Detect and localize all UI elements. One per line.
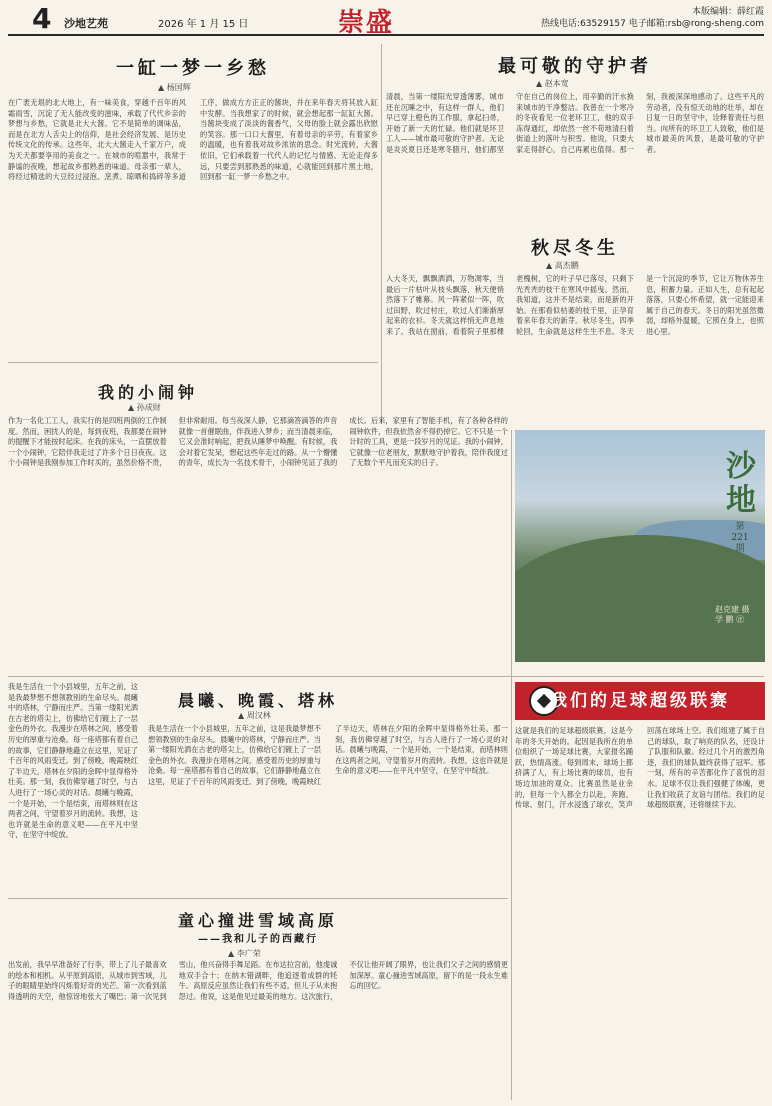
section-name: 沙地艺苑 <box>64 17 108 30</box>
article-byline: ▲ 孙成财 <box>128 403 161 412</box>
article-subtitle: ——我和儿子的西藏行 <box>198 934 318 945</box>
article-byline: ▲ 杨国辉 <box>158 83 191 92</box>
article-body: 在广袤无垠的北大地上，有一味美食，穿越千百年的风霜雨雪，沉淀了无人能改变的滋味，承载了代代乡亲的梦想与乡愁，它就是北大大酱。它不是简单的调味品，而是在北方人舌尖上的信仰，是社会经济发展、是历史传统文化的传承。这些年，北大大酱走入千家万户，成为天天都要享用的美食之一。在城市的喧嚣中，我常于静谧的夜晚，想起故乡那熟悉的味道。母亲那一辈人，将经过精选的大豆经过浸泡、烹煮、晾晒和捣碎等多道工序，做成方方正正的酱块，并在来年春天将其放入缸中发酵。当我想家了的时候，就会想起那一缸缸大酱。当酱块变成了淡淡的酱香气，父母的脸上就会露出欣慰的笑容。那一口口大酱里，有着母亲的辛劳，有着家乡的温暖，也有着我对故乡浓浓的思念。时光流转，大酱依旧，它们承载着一代代人的记忆与情感。无论走得多远，只要尝到那熟悉的味道，心就能回到那片黑土地，回到那一缸一梦一乡愁之中。 <box>8 98 378 182</box>
article-byline: ▲ 李广荣 <box>228 949 261 958</box>
article-pagoda <box>8 682 508 892</box>
article-body: 出发前，我早早准备好了行李，带上了儿子最喜欢的绘本和相机。从平原到高原，从城市到雪域，儿子的眼睛里始终闪烁着好奇的光芒。第一次看到蓝得透明的天空，他惊讶地张大了嘴巴；第一次见到雪山，他兴奋得手舞足蹈。在布达拉宫前，他虔诚地双手合十；在纳木错湖畔，他追逐着成群的牦牛。高原反应虽然让我们有些不适，但儿子从未抱怨过。他说，这是他见过最美的地方。这次旅行，不仅让他开阔了眼界，也让我们父子之间的感情更加深厚。童心撞进雪域高原，留下的是一段永生难忘的回忆。 <box>8 960 508 1001</box>
contact-info: 热线电话:63529157 电子邮箱:rsb@rong-sheng.com <box>541 19 764 29</box>
photo-credit: 赵克建 摄 学 鹏 ㊣ <box>715 605 750 624</box>
article-body: 我是生活在一个小县城里，五年之前，这是我最梦想不想领教别的生命尽头。晨曦中的塔林，宁静而庄严。当第一缕阳光洒在古老的塔尖上，仿佛给它们镀上了一层金色的外衣。我漫步在塔林之间，感受着历史的厚重与沧桑。每一座塔都有着自己的故事，它们静静地矗立在这里，见证了千百年的风雨变迁。到了傍晚，晚霞映红了半边天，塔林在夕阳的余晖中显得格外壮美。那一刻，我仿佛穿越了时空，与古人进行了一场心灵的对话。晨曦与晚霞，一个是开始，一个是结束，而塔林则在这两者之间，守望着岁月的流转。我想，这也许就是生命的意义吧——在平凡中坚守，在坚守中绽放。 <box>148 724 508 786</box>
article-body: 作为一名化工工人，我实行的是四班两倒的工作制度。然而，困扰人的是，每到夜班，我都要在闹钟的提醒下才能按时起床。在我的床头，一直摆放着一个小闹钟，它陪伴我走过了许多个日日夜夜。这个小闹钟是我刚参加工作时买的，虽然价格不贵，但非常耐用。每当夜深人静，它那滴答滴答的声音就像一首催眠曲，伴我进入梦乡；而当清晨来临，它又会准时响起，把我从睡梦中唤醒。有时候，我会对着它发呆，想起这些年走过的路。从一个懵懂的青年，成长为一名技术骨干，小闹钟见证了我的成长。后来，家里有了智能手机，有了各种各样的闹钟软件，但我依然舍不得扔掉它。它不只是一个计时的工具，更是一段岁月的见证。我的小闹钟，它就像一位老朋友，默默地守护着我，陪伴我度过了无数个平凡而充实的日子。 <box>8 416 508 468</box>
article-title: 最可敬的守护者 <box>498 56 652 77</box>
article-football <box>515 726 765 1100</box>
article-title: 童心撞进雪域高原 <box>177 911 338 930</box>
editor-name: 本版编辑：薛红霞 <box>691 7 764 17</box>
page-number: 4 <box>32 2 52 35</box>
editor-info <box>541 6 764 30</box>
article-title: 我的小闹钟 <box>97 383 198 402</box>
page-header <box>8 2 764 38</box>
article-title: 一缸一梦一乡愁 <box>8 54 378 80</box>
article-title: 秋尽冬生 <box>531 238 619 259</box>
article-byline: ▲ 周汉林 <box>238 711 271 720</box>
article-byline: ▲ 赵本宽 <box>536 79 569 88</box>
article-byline: ▲ 高杰鹏 <box>546 261 579 270</box>
article-dajiang <box>8 44 378 354</box>
article-lead: 我是生活在一个小县城里，五年之前，这是我最梦想不想领教别的生命尽头。晨曦中的塔林，宁静而庄严。当第一缕阳光洒在古老的塔尖上，仿佛给它们镀上了一层金色的外衣。我漫步在塔林之间，感受着历史的厚重与沧桑。每一座塔都有着自己的故事，它们静静地矗立在这里，见证了千百年的风雨变迁。到了傍晚，晚霞映红了半边天，塔林在夕阳的余晖中显得格外壮美。那一刻，我仿佛穿越了时空，与古人进行了一场心灵的对话。晨曦与晚霞，一个是开始，一个是结束，而塔林则在这两者之间，守望着岁月的流转。我想，这也许就是生命的意义吧——在平凡中坚守，在坚守中绽放。 <box>8 682 138 840</box>
football-article-header <box>515 682 765 720</box>
landscape-photo <box>515 430 765 662</box>
article-tibet <box>8 904 508 1100</box>
newspaper-logo: 崇盛 <box>338 8 395 38</box>
issue-date: 2026 年 1 月 15 日 <box>158 19 249 30</box>
column-title: 沙地 <box>726 449 756 518</box>
article-body: 这就是我们的足球超级联赛，这是今年的冬天开始的。起因是我所在的单位组织了一场足球比赛，大家报名踊跃，热情高涨。每到周末，球场上都挤满了人，有上场比赛的球员，也有场边加油的观众。比赛虽然是业余的，但每一个人都全力以赴，奔跑、传球、射门，汗水浸透了球衣，笑声回荡在球场上空。我们组建了属于自己的球队，取了响亮的队名，还设计了队服和队徽。经过几个月的激烈角逐，我们的球队最终获得了冠军。那一刻，所有的辛苦都化作了喜悦的泪水。足球不仅让我们强健了体魄，更让我们收获了友谊与团结。我们的足球超级联赛，还将继续下去。 <box>515 726 765 810</box>
article-title: 晨曦、晚霞、塔林 <box>177 691 338 710</box>
article-clock <box>8 370 508 670</box>
issue-number: 第221期 <box>731 522 749 554</box>
article-body: 清晨，当第一缕阳光穿透薄雾，城市还在沉睡之中，有这样一群人，他们早已穿上橙色的工作服，拿起扫帚，开始了新一天的忙碌。他们就是环卫工人——城市最可敬的守护者。无论是炎炎夏日还是寒冬腊月，他们都坚守在自己的岗位上，用辛勤的汗水换来城市的干净整洁。我曾在一个寒冷的冬夜看见一位老环卫工，他的双手冻得通红，却依然一丝不苟地清扫着街道上的落叶与积雪。他说，只要大家走得舒心，自己再累也值得。那一刻，我被深深地感动了。这些平凡的劳动者，没有惊天动地的壮举，却在日复一日的坚守中，诠释着责任与担当。向所有的环卫工人致敬，他们是城市最美的风景，是最可敬的守护者。 <box>386 92 764 154</box>
article-body: 入大冬天，飘飘洒洒，万物凋零，当最后一片枯叶从枝头飘落，秋天便悄然落下了帷幕。风一阵紧似一阵，吹过田野，吹过村庄，吹过人们渐渐厚起来的衣衫。冬天就这样悄无声息地来了。我站在窗前，看着院子里那棵老槐树，它的叶子早已落尽，只剩下光秃秃的枝干在寒风中摇曳。然而，我知道，这并不是结束，而是新的开始。在那看似枯萎的枝干里，正孕育着来年春天的新芽。秋尽冬生，四季轮回，生命就是这样生生不息。冬天是一个沉淀的季节，它让万物休养生息，积蓄力量。正如人生，总有起起落落，只要心怀希望，就一定能迎来属于自己的春天。冬日的阳光虽然微弱，却格外温暖，它照在身上，也照进心里。 <box>386 274 764 336</box>
article-title: 我们的足球超级联赛 <box>550 691 730 711</box>
article-guardian <box>386 44 764 219</box>
